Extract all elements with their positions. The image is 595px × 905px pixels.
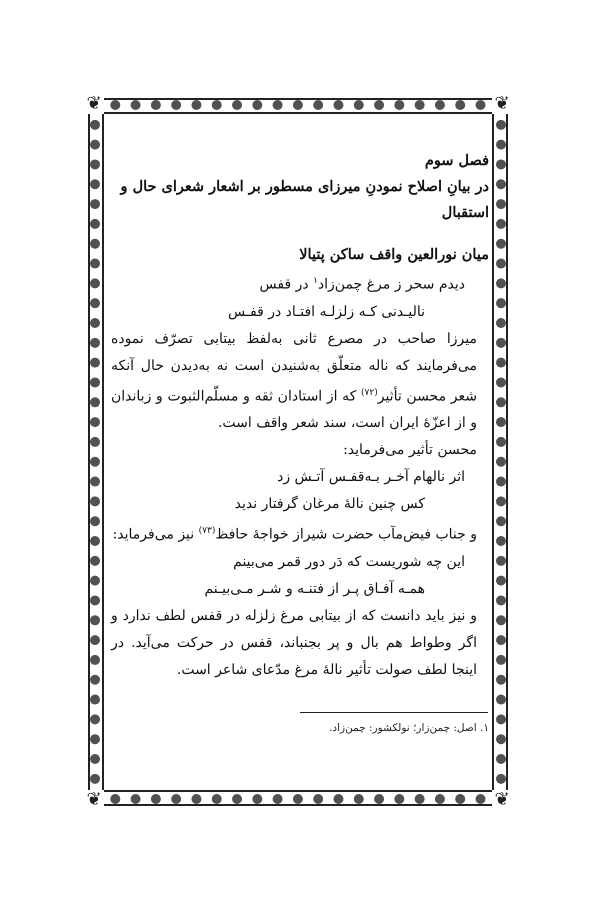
paragraph-2: و نیز باید دانست که از بیتابی مرغ زلزله در قفس لطف ندارد و اگر وطواط هم بال و پر بجنباند، قفس در حرکت می‌آید. در اینجا لطف صولت تأثیر نالهٔ مرغ مدّعای شاعر است. bbox=[111, 607, 477, 678]
corner-ornament-icon: ❦ bbox=[492, 790, 512, 810]
intro-muhsin: محسن تأثیر می‌فرماید: bbox=[343, 442, 477, 459]
intro-hafez: و جناب فیض‌مآب حضرت شیراز خواجهٔ حافظ$^{(۷۳)}$ نیز می‌فرماید: bbox=[112, 526, 477, 543]
footnote: ۱. اصل: چمن‌زار؛ نولکشور: چمن‌زاد. bbox=[329, 722, 489, 734]
poem2-verse1: اثر نالهام آخـر بـه‌قفـس آتـش زد bbox=[277, 469, 465, 486]
poem3-verse1: این چه شوریست که دَر دور قمر می‌بینم bbox=[233, 553, 465, 570]
paragraph-1: میرزا صاحب در مصرع ثانی به‌لفظ بیتابی تصرّف نموده می‌فرمایند که ناله متعلّق به‌شنیدن است نه به‌دیدن حال آنکه شعر محسن تأثیر$^{(۷۲)}$ که از استادان ثقه و مسلّم‌الثبوت و زباندان و از اعزّهٔ ایران است، سند شعر واقف است. bbox=[111, 330, 477, 432]
section-title: میان نورالعین واقف ساکن پتیالا bbox=[299, 246, 489, 263]
note-marker: (۷۳) bbox=[198, 526, 216, 537]
chapter-heading: فصل سوم bbox=[424, 152, 489, 169]
poem1-verse1: دیدم سحر ز مرغ چمن‌زاد$^۱$ در قفس bbox=[259, 276, 465, 293]
poem3-verse2: همـه آفـاق پـر از فتنـه و شـر مـی‌بیـنم bbox=[204, 580, 425, 597]
corner-ornament-icon: ❦ bbox=[84, 94, 104, 114]
footnote-divider bbox=[300, 712, 488, 713]
footnote-marker: ۱ bbox=[313, 276, 318, 286]
corner-ornament-icon: ❦ bbox=[492, 94, 512, 114]
corner-ornament-icon: ❦ bbox=[84, 790, 104, 810]
note-marker: (۷۲) bbox=[361, 387, 378, 398]
chapter-subtitle: در بیانِ اصلاح نمودنِ میرزای مسطور بر اشعار شعرای حال و استقبال bbox=[120, 178, 489, 221]
poem1-verse2: نالیـدنی کـه زلزلـه افتـاد در قفـس bbox=[228, 303, 425, 320]
page-body bbox=[111, 148, 489, 758]
poem2-verse2: کس چنین نالهٔ مرغان گرفتار ندید bbox=[234, 496, 425, 513]
